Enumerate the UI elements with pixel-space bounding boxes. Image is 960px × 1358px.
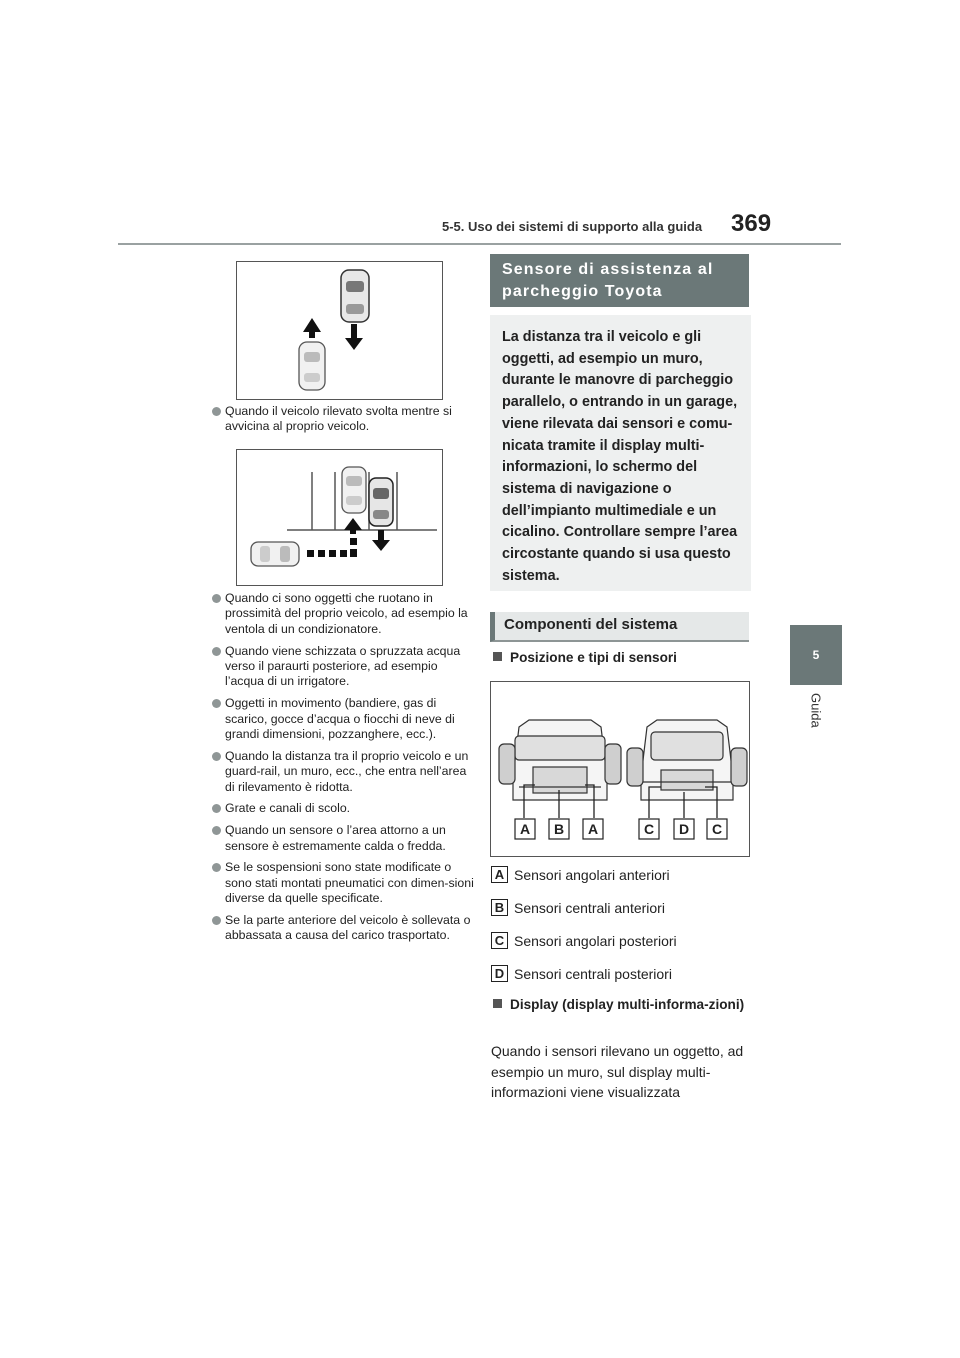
page-number: 369 [731,210,772,237]
list-item: Oggetti in movimento (bandiere, gas di scarico, gocce d’acqua o fiocchi di neve di grandi dimensioni, pozzanghere, ecc.). [212,696,474,742]
section-title: 5-5. Uso dei sistemi di supporto alla guida [442,219,703,234]
square-bullet-icon [493,999,502,1008]
bullet-icon [212,826,221,835]
list-item: Grate e canali di scolo. [212,801,474,816]
legend-key: C [491,932,508,949]
bullet-icon [212,863,221,872]
bullet-icon [212,594,221,603]
bullet-icon [212,752,221,761]
sensor-label: A [587,821,599,837]
list-item: Se le sospensioni sono state modificate o sono stati montati pneumatici con dimen-sioni diverse da quelle specificate. [212,860,474,906]
chapter-tab [790,625,842,685]
legend-item [491,866,670,883]
sensor-heading: Posizione e tipi di sensori [493,648,677,668]
bullet-icon [212,916,221,925]
legend-text: Sensori angolari anteriori [514,866,670,883]
dashed-path [307,538,357,557]
figure-turning-vehicle [236,261,443,400]
limitations-list [212,404,474,441]
legend-text: Sensori centrali anteriori [514,899,665,916]
display-heading: Display (display multi-informa-zioni) [493,995,770,1015]
legend-key: D [491,965,508,982]
list-item: Quando ci sono oggetti che ruotano in prossimità del proprio veicolo, ad esempio la ventola di un condizionatore. [212,591,474,637]
legend-item [491,899,665,916]
list-item: Quando viene schizzata o spruzzata acqua verso il paraurti posteriore, ad esempio l’acqua di un irrigatore. [212,644,474,690]
chapter-number: 5 [812,648,820,662]
intro-text: La distanza tra il veicolo e gli oggetti, ad esempio un muro, durante le manovre di parcheggio parallelo, o entrando in un garage, viene rilevata dai sensori e comu-nicata tramite il display multi-informazioni, lo schermo del sistema di navigazione o dell’impianto multimediale e un cicalino. Controllare sempre l’area circostante quando si usa questo sistema. [490,315,751,591]
own-car-icon [369,478,393,526]
legend-key: A [491,866,508,883]
bullet-icon [212,804,221,813]
sensor-label: C [711,821,723,837]
list-item: Quando la distanza tra il proprio veicolo e un guard-rail, un muro, ecc., che entra nell’area di rilevamento è ridotta. [212,749,474,795]
square-bullet-icon [493,652,502,661]
rear-view-car [627,720,747,800]
rear-car-icon [341,270,369,322]
parked-car-icon [342,467,366,513]
header-divider [118,243,841,245]
legend-text: Sensori centrali posteriori [514,965,672,982]
sensor-label-boxes [515,819,727,839]
arrow-up-icon [303,318,321,338]
list-item: Quando un sensore o l’area attorno a un sensore è estremamente calda o fredda. [212,823,474,854]
arrow-up-icon [344,518,362,534]
subsection-heading: Componenti del sistema [490,612,749,642]
arrow-down-icon [372,530,390,551]
legend-key: B [491,899,508,916]
figure-sensor-positions [490,681,750,857]
bullet-icon [212,407,221,416]
approaching-car-icon [299,342,325,390]
bullet-icon [212,699,221,708]
legend-text: Sensori angolari posteriori [514,932,677,949]
figure-parking-crossing [236,449,443,586]
section-heading: Sensore di assistenza al parcheggio Toyota [490,254,749,307]
chapter-label: Guida [808,693,824,728]
sensor-label: A [519,821,531,837]
body-text: Quando i sensori rilevano un oggetto, ad esempio un muro, sul display multi-informazioni viene visualizzata [491,1043,744,1100]
limitations-list-continued [212,591,474,950]
bullet-icon [212,647,221,656]
sensor-label: B [553,821,565,837]
list-item: Se la parte anteriore del veicolo è sollevata o abbassata a causa del carico trasportato. [212,913,474,944]
legend-item [491,965,672,982]
list-item: Quando il veicolo rilevato svolta mentre si avvicina al proprio veicolo. [212,404,474,435]
front-view-car [499,720,621,800]
sensor-label: D [678,821,690,837]
sensor-label: C [643,821,655,837]
arrow-down-icon [345,324,363,350]
crossing-car-icon [251,542,299,566]
legend-item [491,932,677,949]
